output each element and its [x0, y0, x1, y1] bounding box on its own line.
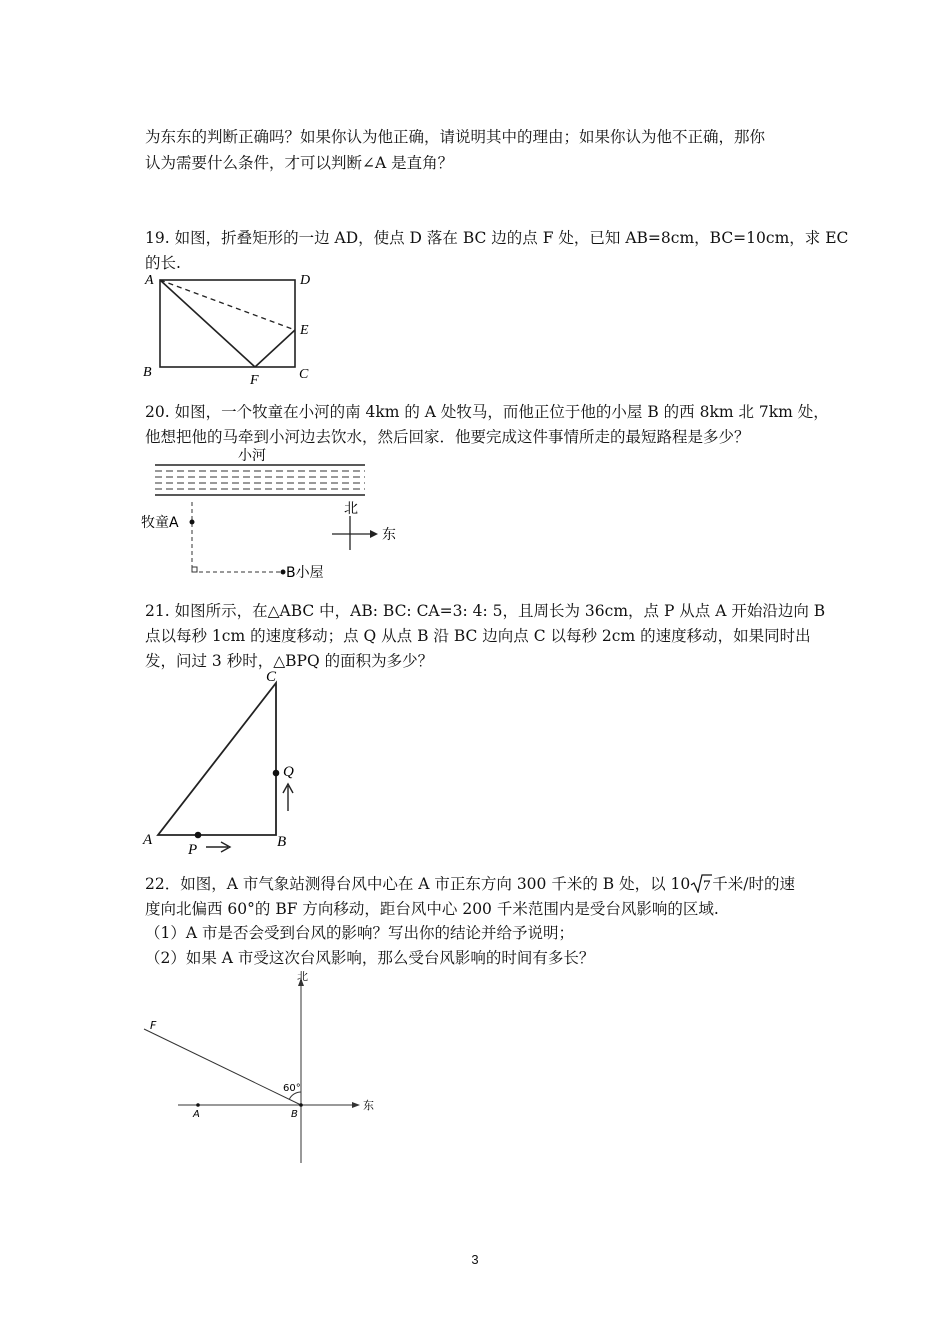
q21-line-2: 点以每秒 1cm 的速度移动；点 Q 从点 B 沿 BC 边向点 C 以每秒 2cm 的速度移动，如果同时出 [145, 627, 811, 645]
right-angle-mark [192, 567, 197, 572]
q20-line-2: 他想把他的马牵到小河边去饮水，然后回家．他要完成这件事情所走的最短路程是多少？ [145, 428, 750, 446]
sqrt-expression [690, 873, 712, 894]
q21-line-3: 发，问过 3 秒时，△BPQ 的面积为多少？ [145, 652, 434, 670]
river-label: 小河 [238, 448, 266, 464]
fold-line-ae [160, 280, 295, 330]
label-b: B [277, 834, 287, 850]
ray-bf [144, 1029, 301, 1105]
label-b: B [143, 365, 152, 380]
q18-line-2: 认为需要什么条件，才可以判断∠A 是直角？ [145, 154, 454, 172]
segment-af [160, 280, 255, 367]
compass-north: 北 [344, 501, 358, 517]
q19-figure [140, 268, 320, 390]
point-a [196, 1103, 200, 1107]
label-a: A [143, 832, 153, 848]
point-b [299, 1103, 303, 1107]
q20-figure [140, 444, 410, 586]
point-a [190, 520, 195, 525]
q20-line-1: 20. 如图，一个牧童在小河的南 4km 的 A 处牧马，而他正位于他的小屋 B 的西 8km 北 7km 处， [145, 403, 829, 421]
angle-label: 60° [283, 1083, 301, 1094]
q22-line-1 [145, 873, 795, 894]
label-q: Q [283, 764, 294, 780]
q22-line-2: 度向北偏西 60°的 BF 方向移动，距台风中心 200 千米范围内是受台风影响的区域. [145, 900, 719, 918]
north-label: 北 [297, 970, 308, 983]
sqrt-sign-icon [690, 873, 712, 893]
q22-sub-1: （1）A 市是否会受到台风的影响？写出你的结论并给予说明； [145, 924, 574, 942]
q22-line-1-b: 千米/时的速 [712, 875, 795, 893]
q18-line-1: 为东东的判断正确吗？如果你认为他正确，请说明其中的理由；如果你认为他不正确，那你 [145, 128, 766, 146]
east-label: 东 [363, 1099, 374, 1112]
label-d: D [300, 273, 311, 288]
point-q [273, 770, 280, 777]
east-arrowhead [352, 1102, 360, 1108]
segment-fe [255, 330, 295, 367]
house-label: B小屋 [286, 565, 324, 581]
q22-line-1-a: 22．如图，A 市气象站测得台风中心在 A 市正东方向 300 千米的 B 处，以 10 [145, 875, 691, 893]
label-a: A [145, 273, 154, 288]
label-f: F [150, 1019, 157, 1032]
q22-sub-2: （2）如果 A 市受这次台风影响，那么受台风影响的时间有多长？ [145, 949, 595, 967]
q22-figure [140, 970, 390, 1170]
label-p: P [188, 842, 198, 858]
label-a: A [193, 1109, 200, 1120]
q21-figure [140, 666, 310, 860]
herder-label: 牧童A [141, 515, 179, 531]
label-c: C [266, 669, 277, 685]
label-f: F [250, 373, 259, 388]
triangle-abc [158, 683, 276, 835]
q19-line-2: 的长. [145, 254, 181, 272]
q21-line-1: 21. 如图所示，在△ABC 中，AB: BC: CA=3: 4: 5，且周长为 36cm，点 P 从点 A 开始沿边向 B [145, 602, 826, 620]
compass-east: 东 [382, 527, 396, 543]
label-c: C [299, 367, 309, 382]
label-b: B [291, 1109, 298, 1120]
label-e: E [300, 323, 309, 338]
q19-line-1: 19. 如图，折叠矩形的一边 AD，使点 D 落在 BC 边的点 F 处，已知 AB=8cm，BC=10cm，求 EC [145, 229, 849, 247]
point-p [195, 832, 202, 839]
east-arrowhead [370, 530, 378, 538]
point-b [281, 570, 286, 575]
sqrt-argument: 7 [703, 878, 711, 893]
page-number: 3 [471, 1252, 479, 1267]
rectangle-abcd [160, 280, 295, 367]
